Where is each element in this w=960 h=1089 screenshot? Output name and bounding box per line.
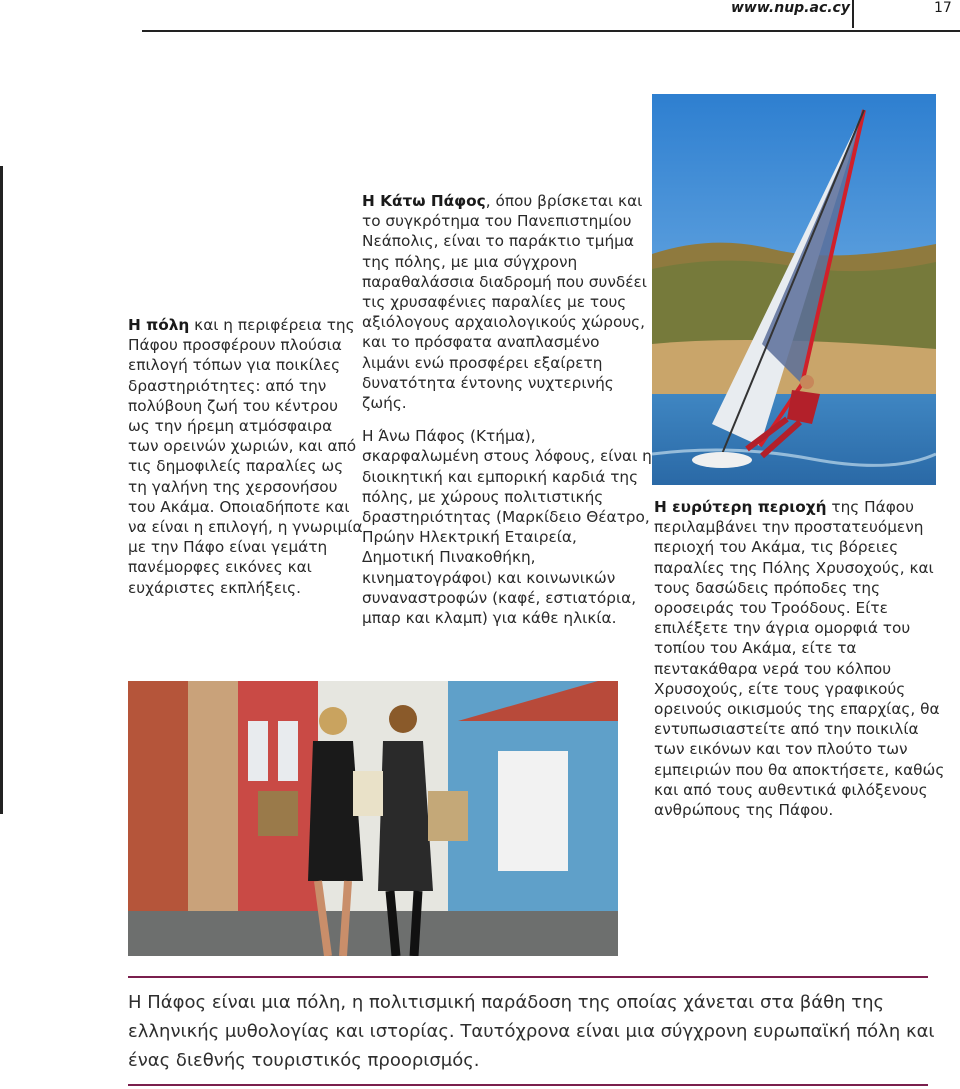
right-column-text: [654, 497, 954, 820]
bottom-banner-text: Η Πάφος είναι μια πόλη, η πολιτισμική παράδοση της οποίας χάνεται στα βάθη της ελληνικής μυθολογίας και ιστορίας. Ταυτόχρονα είναι μια σύγχρονη ευρωπαϊκή πόλη και ένας διεθνής τουριστικός προορισμός.: [128, 992, 935, 1071]
middle-column-lead: Η Κάτω Πάφος: [362, 192, 486, 210]
header-url[interactable]: www.nup.ac.cy: [731, 0, 850, 16]
left-column-body: και η περιφέρεια της Πάφου προσφέρουν πλούσια επιλογή τόπων για ποικίλες δραστηριότητες: από την πολύβουη ζωή του κέντρου ως την ήρεμη ατμόσφαιρα των ορεινών χωριών, και από τις δημοφιλείς παραλίες ως τη γαλήνη της χερσονήσου του Ακάμα. Οποιαδήποτε και να είναι η επιλογή, η γνωριμία με την Πάφο είναι γεμάτη πανέμορφες εικόνες και ευχάριστες εκπλήξεις.: [128, 316, 363, 597]
left-column-lead: Η πόλη: [128, 316, 190, 334]
left-edge-line: [0, 166, 3, 814]
middle-column-text: [362, 191, 652, 628]
middle-column-body-2: Η Άνω Πάφος (Κτήμα), σκαρφαλωμένη στους λόφους, είναι η διοικητική και εμπορική καρδιά της πόλης, με χώρους πολιτιστικής δραστηριότητας (Μαρκίδειο Θέατρο, Πρώην Ηλεκτρική Εταιρεία, Δημοτική Πινακοθήκη, κινηματογράφοι) και κοινωνικών συναναστροφών (καφέ, εστιατόρια, μπαρ και κλαμπ) για κάθε ηλικία.: [362, 427, 652, 628]
street-shopping-photo: [128, 681, 618, 956]
page-number: 17: [934, 0, 952, 16]
header-separator: [852, 0, 854, 28]
right-column-body: της Πάφου περιλαμβάνει την προστατευόμενη περιοχή του Ακάμα, τις βόρειες παραλίες της Πόλης Χρυσοχούς, και τους δασώδεις πρόποδες της οροσειράς του Τροόδους. Είτε επιλέξετε την άγρια ομορφιά του τοπίου του Ακάμα, είτε τα πεντακάθαρα νερά του κόλπου Χρυσοχούς, είτε τους γραφικούς ορεινούς οικισμούς της επαρχίας, θα εντυπωσιαστείτε από την ποικιλία των εικόνων και τον πλούτο των εμπειριών που θα αποκτήσετε, καθώς και από τους αυθεντικά φιλόξενους ανθρώπους της Πάφου.: [654, 498, 945, 820]
bottom-rule-top: [128, 976, 928, 978]
header-rule: [142, 30, 960, 32]
middle-column-body-1: , όπου βρίσκεται και το συγκρότημα του Πανεπιστημίου Νεάπολις, είναι το παράκτιο τμήμα της πόλης, με μια σύγχρονη παραθαλάσσια διαδρομή που συνδέει τις χρυσαφένιες παραλίες με τους αξιόλογους αρχαιολογικούς χώρους, και το πρόσφατα αναπλασμένο λιμάνι ενώ προσφέρει εξαίρετη δυνατότητα έντονης νυχτερινής ζωής.: [362, 192, 647, 413]
right-column-lead: Η ευρύτερη περιοχή: [654, 498, 827, 516]
windsurf-photo: [652, 94, 936, 485]
bottom-rule-bottom: [128, 1084, 928, 1086]
left-column-text: [128, 315, 364, 598]
